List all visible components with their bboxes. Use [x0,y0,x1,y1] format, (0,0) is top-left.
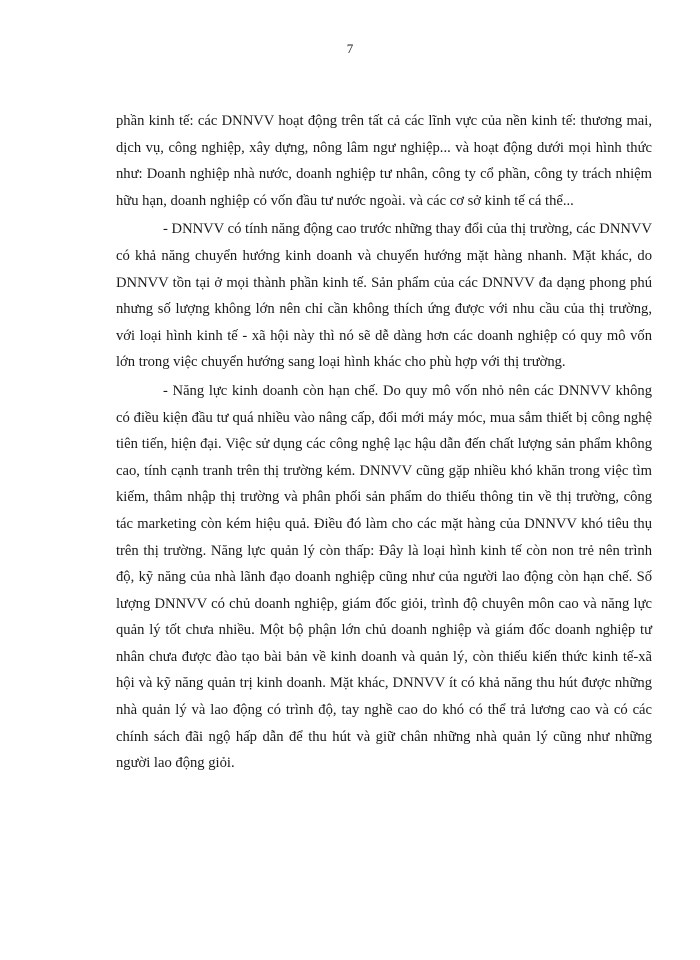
paragraph-continuation: phần kinh tế: các DNNVV hoạt động trên tất cả các lĩnh vực của nền kinh tế: thương mai, dịch vụ, công nghiệp, xây dựng, nông lâm ngư nghiệp... và hoạt động dưới mọi hình thức như: Doanh nghiệp nhà nước, doanh nghiệp tư nhân, công ty cổ phần, công ty trách nhiệm hữu hạn, doanh nghiệp có vốn đầu tư nước ngoài. và các cơ sở kinh tế cá thể... [116,113,652,209]
page-number: 7 [346,41,354,56]
document-body [116,108,652,777]
paragraph-flexibility: - DNNVV có tính năng động cao trước những thay đổi của thị trường, các DNNVV có khả năng chuyển hướng kinh doanh và chuyển hướng mặt hàng nhanh. Mặt khác, do DNNVV tồn tại ở mọi thành phần kinh tế. Sản phẩm của các DNNVV đa dạng phong phú nhưng số lượng không lớn nên chỉ cần không thích ứng được với nhu cầu của thị trường, với loại hình kinh tế - xã hội này thì nó sẽ dễ dàng hơn các doanh nghiệp có quy mô vốn lớn trong việc chuyển hướng sang loại hình khác cho phù hợp với thị trường. [116,221,652,371]
paragraph-limited-capacity: - Năng lực kinh doanh còn hạn chế. Do quy mô vốn nhỏ nên các DNNVV không có điều kiện đầu tư quá nhiều vào nâng cấp, đổi mới máy móc, mua sắm thiết bị công nghệ tiên tiến, hiện đại. Việc sử dụng các công nghệ lạc hậu dẫn đến chất lượng sản phẩm không cao, tính cạnh tranh trên thị trường kém. DNNVV cũng gặp nhiều khó khăn trong việc tìm kiếm, thâm nhập thị trường và phân phối sản phẩm do thiếu thông tin về thị trường, công tác marketing còn kém hiệu quả. Điều đó làm cho các mặt hàng của DNNVV khó tiêu thụ trên thị trường. Năng lực quản lý còn thấp: Đây là loại hình kinh tế còn non trẻ nên trình độ, kỹ năng của nhà lãnh đạo doanh nghiệp cũng như của người lao động còn hạn chế. Số lượng DNNVV có chủ doanh nghiệp, giám đốc giỏi, trình độ chuyên môn cao và năng lực quản lý tốt chưa nhiều. Một bộ phận lớn chủ doanh nghiệp và giám đốc doanh nghiệp tư nhân chưa được đào tạo bài bản về kinh doanh và quản lý, còn thiếu kiến thức kinh tế-xã hội và kỹ năng quản trị kinh doanh. Mặt khác, DNNVV ít có khả năng thu hút được những nhà quản lý và lao động có trình độ, tay nghề cao do khó có thể trả lương cao và có các chính sách đãi ngộ hấp dẫn để thu hút và giữ chân những nhà quản lý cũng như những người lao động giỏi. [116,382,652,772]
